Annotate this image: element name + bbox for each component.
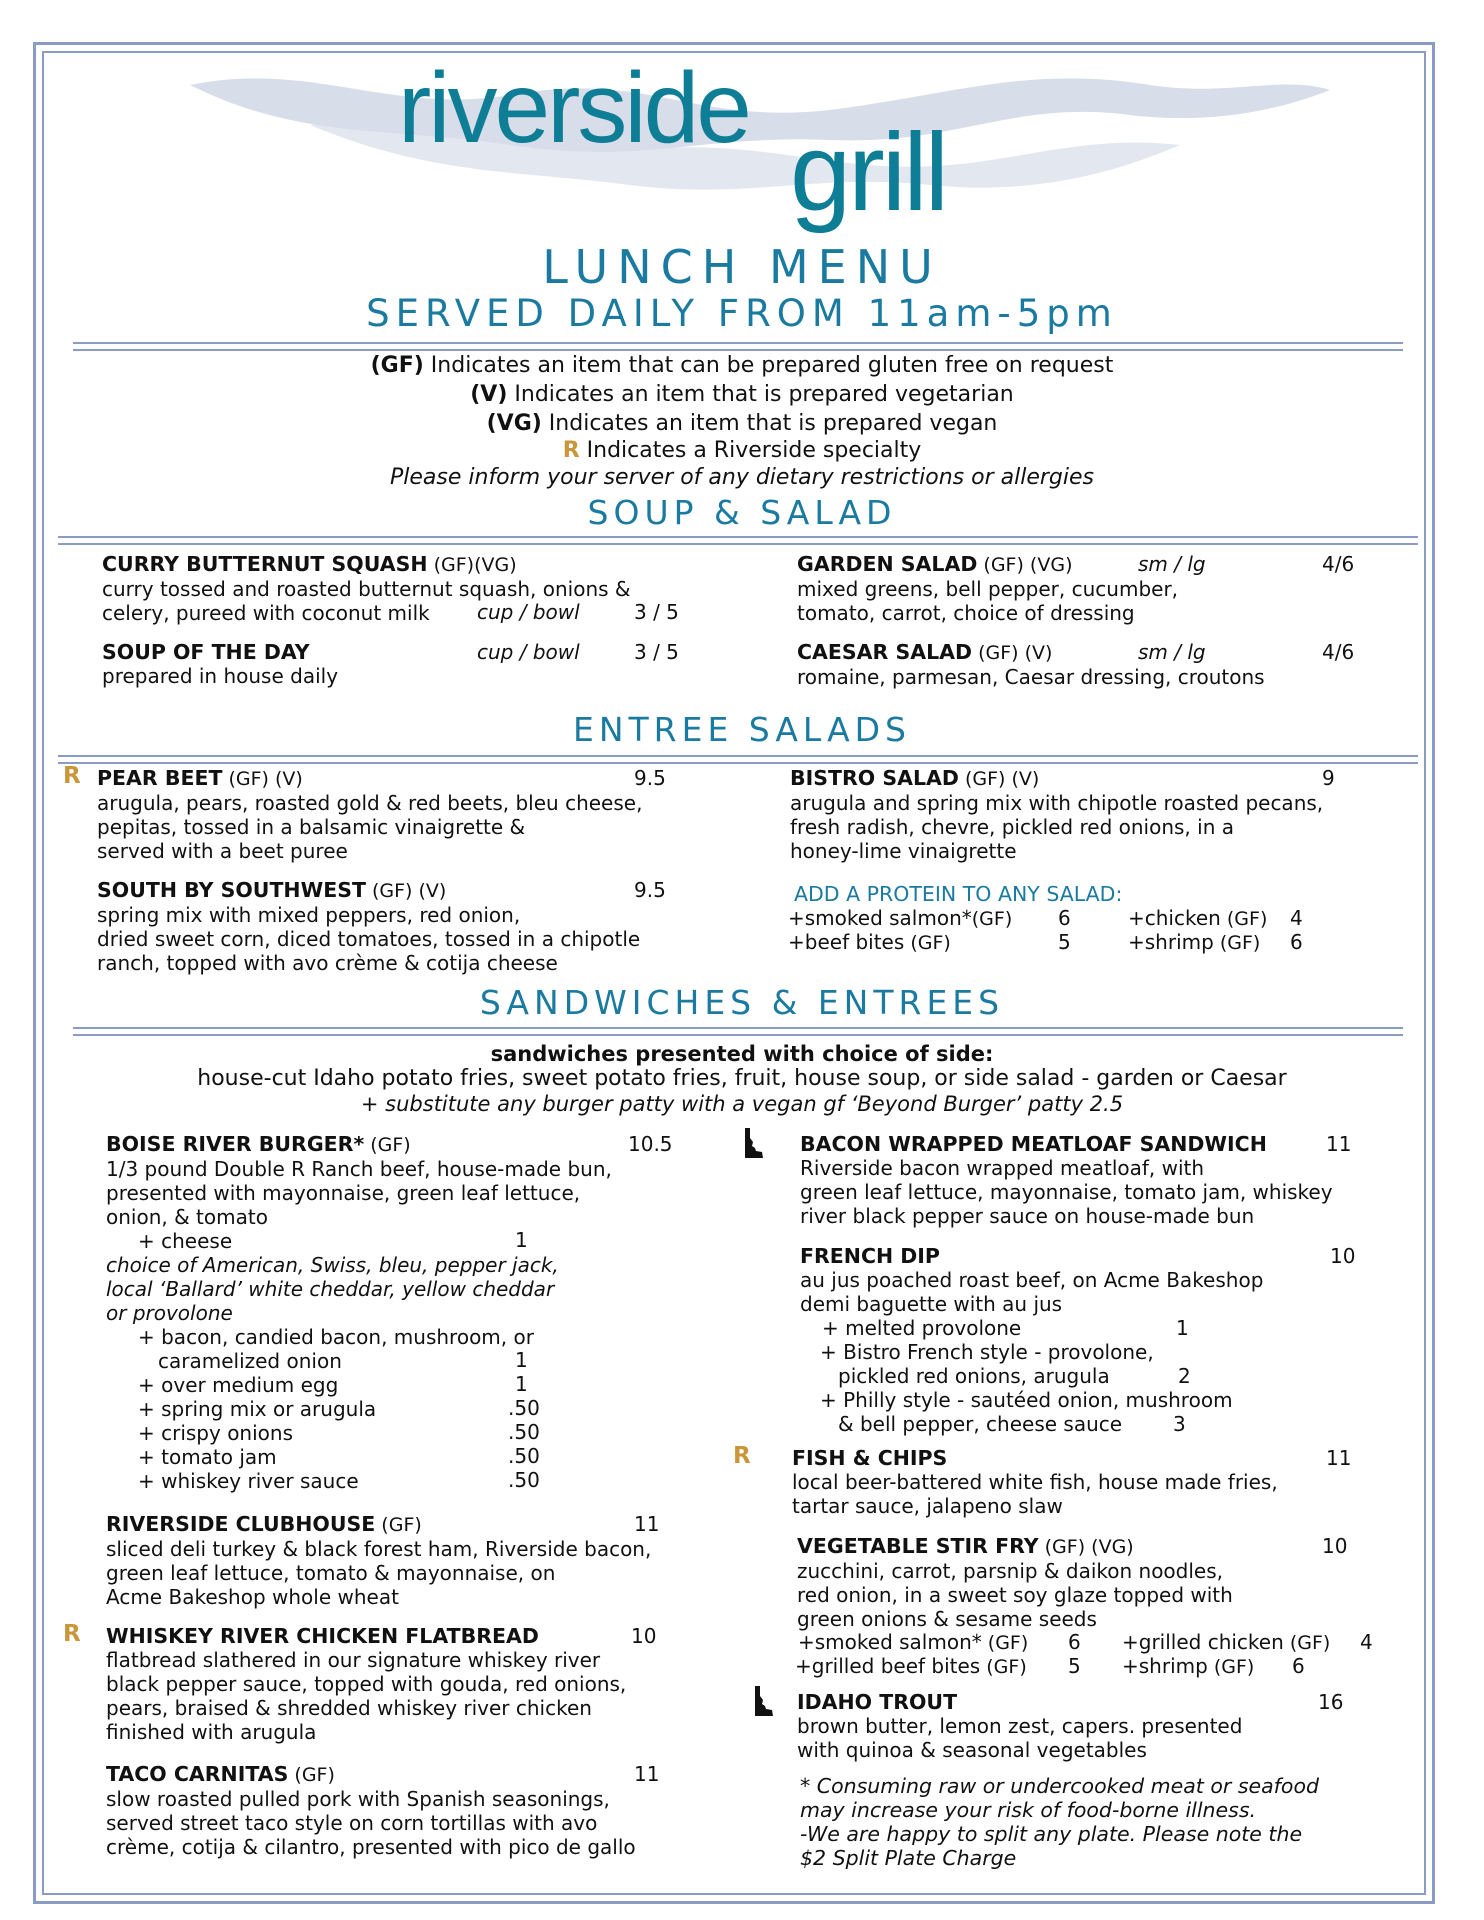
item-desc: mixed greens, bell pepper, cucumber, bbox=[797, 577, 1179, 601]
riverside-specialty-icon: R bbox=[63, 763, 81, 789]
protein-price: 5 bbox=[1068, 1654, 1081, 1678]
addon: + bacon, candied bacon, mushroom, or bbox=[138, 1325, 534, 1349]
protein-name: +shrimp bbox=[1128, 930, 1214, 954]
menu-item-riverside-clubhouse bbox=[106, 1512, 651, 1609]
item-tags: (GF) bbox=[981, 1632, 1029, 1654]
protein-name: +shrimp bbox=[1122, 1654, 1208, 1678]
item-desc: ranch, topped with avo crème & cotija cheese bbox=[97, 951, 558, 975]
item-size: sm / lg bbox=[1138, 640, 1206, 664]
legend-gf-text: Indicates an item that can be prepared gluten free on request bbox=[423, 353, 1114, 378]
item-desc: green leaf lettuce, mayonnaise, tomato jam, whiskey bbox=[800, 1180, 1333, 1204]
item-desc: river black pepper sauce on house-made bun bbox=[800, 1204, 1255, 1228]
advisory-line: may increase your risk of food-borne illness. bbox=[800, 1798, 1257, 1822]
item-desc: slow roasted pulled pork with Spanish seasonings, bbox=[106, 1787, 610, 1811]
item-price: 11 bbox=[634, 1762, 660, 1786]
item-name: WHISKEY RIVER CHICKEN FLATBREAD bbox=[106, 1624, 539, 1648]
item-tags: (GF) (V) bbox=[972, 642, 1053, 664]
protein-grilled-chicken bbox=[1122, 1630, 1330, 1655]
riverside-specialty-icon: R bbox=[63, 1621, 81, 1647]
protein-price: 4 bbox=[1360, 1630, 1373, 1654]
addon-price: .50 bbox=[508, 1420, 540, 1444]
allergy-note: Please inform your server of any dietary restrictions or allergies bbox=[390, 465, 1094, 490]
item-name: PEAR BEET bbox=[97, 766, 223, 790]
idaho-state-icon bbox=[742, 1128, 764, 1158]
item-desc: arugula, pears, roasted gold & red beets, bleu cheese, bbox=[97, 791, 643, 815]
item-price: 4/6 bbox=[1322, 552, 1355, 576]
item-price: 9.5 bbox=[634, 878, 666, 902]
item-price: 16 bbox=[1318, 1690, 1344, 1714]
item-desc: served with a beet puree bbox=[97, 839, 348, 863]
addon: + melted provolone bbox=[822, 1316, 1022, 1340]
item-name: CAESAR SALAD bbox=[797, 640, 973, 664]
protein-smoked-salmon bbox=[788, 906, 1012, 931]
item-tags: (GF) bbox=[971, 908, 1013, 930]
item-desc: local beer-battered white fish, house made fries, bbox=[792, 1470, 1278, 1494]
protein-price: 6 bbox=[1292, 1654, 1305, 1678]
item-size: sm / lg bbox=[1138, 552, 1206, 576]
menu-item-idaho-trout bbox=[797, 1690, 1242, 1762]
item-tags: (GF) bbox=[980, 1656, 1027, 1678]
addon: & bell pepper, cheese sauce bbox=[838, 1412, 1123, 1436]
advisory-line: * Consuming raw or undercooked meat or seafood bbox=[800, 1774, 1319, 1798]
item-price: 9.5 bbox=[634, 766, 666, 790]
legend-gf-code: (GF) bbox=[370, 353, 424, 378]
menu-item-fish-chips bbox=[792, 1446, 1278, 1518]
item-desc: brown butter, lemon zest, capers. presented bbox=[797, 1714, 1243, 1738]
item-tags: (GF) (V) bbox=[958, 768, 1040, 790]
item-desc: honey-lime vinaigrette bbox=[790, 839, 1017, 863]
section-sandwiches: SANDWICHES & ENTREES bbox=[479, 983, 1005, 1022]
menu-item-bistro-salad bbox=[790, 766, 1323, 863]
divider-entree bbox=[58, 755, 1418, 764]
split-plate-note: -We are happy to split any plate. Please note the bbox=[800, 1822, 1303, 1846]
addon: + tomato jam bbox=[138, 1445, 277, 1469]
logo-word-riverside: riverside bbox=[398, 52, 749, 164]
addon: + crispy onions bbox=[138, 1421, 293, 1445]
item-name: BACON WRAPPED MEATLOAF SANDWICH bbox=[800, 1132, 1267, 1156]
legend-r bbox=[0, 437, 1484, 465]
riverside-specialty-icon: R bbox=[562, 438, 580, 463]
addon: + Bistro French style - provolone, bbox=[820, 1340, 1154, 1364]
divider-sandwiches bbox=[73, 1027, 1403, 1036]
protein-name: +grilled beef bites bbox=[795, 1654, 981, 1678]
addon-price: 1 bbox=[1176, 1316, 1189, 1340]
legend-v-code: (V) bbox=[470, 382, 508, 407]
consumer-advisory bbox=[800, 1774, 1319, 1870]
protein-name: +chicken bbox=[1128, 906, 1221, 930]
logo-word-grill: grill bbox=[790, 111, 947, 234]
addon-price: .50 bbox=[508, 1396, 540, 1420]
addon-price: 1 bbox=[515, 1228, 528, 1252]
addon: + cheese bbox=[138, 1229, 233, 1253]
protein-price: 6 bbox=[1058, 906, 1071, 930]
legend-vg-code: (VG) bbox=[486, 411, 542, 436]
item-desc: tartar sauce, jalapeno slaw bbox=[792, 1494, 1063, 1518]
section-soup-salad: SOUP & SALAD bbox=[587, 493, 897, 532]
item-desc: with quinoa & seasonal vegetables bbox=[797, 1738, 1147, 1762]
addon: + whiskey river sauce bbox=[138, 1469, 359, 1493]
addon-price: 1 bbox=[515, 1372, 528, 1396]
addon-price: .50 bbox=[508, 1468, 540, 1492]
item-name: SOUP OF THE DAY bbox=[102, 640, 310, 664]
item-price: 10.5 bbox=[628, 1132, 673, 1156]
protein-price: 5 bbox=[1058, 930, 1071, 954]
item-tags: (GF)(VG) bbox=[427, 554, 517, 576]
item-desc: spring mix with mixed peppers, red onion, bbox=[97, 903, 521, 927]
item-desc: finished with arugula bbox=[106, 1720, 317, 1744]
protein-price: 6 bbox=[1068, 1630, 1081, 1654]
protein-beef-bites bbox=[788, 930, 951, 955]
item-desc: prepared in house daily bbox=[102, 664, 339, 688]
item-size: cup / bowl bbox=[477, 600, 580, 624]
protein-name: +grilled chicken bbox=[1122, 1630, 1284, 1654]
cheese-choices: choice of American, Swiss, bleu, pepper jack, bbox=[106, 1253, 559, 1277]
item-tags: (GF) bbox=[1283, 1632, 1331, 1654]
cheese-choices: or provolone bbox=[106, 1301, 233, 1325]
item-tags: (GF) (V) bbox=[365, 880, 447, 902]
item-desc: green leaf lettuce, tomato & mayonnaise, on bbox=[106, 1561, 556, 1585]
add-protein-title: ADD A PROTEIN TO ANY SALAD: bbox=[794, 882, 1123, 906]
item-price: 3 / 5 bbox=[634, 640, 679, 664]
addon-price: 3 bbox=[1173, 1412, 1186, 1436]
protein-price: 4 bbox=[1290, 906, 1303, 930]
item-desc: served street taco style on corn tortillas with avo bbox=[106, 1811, 598, 1835]
protein-name: +smoked salmon* bbox=[788, 906, 972, 930]
menu-item-french-dip bbox=[800, 1244, 1263, 1436]
item-desc: presented with mayonnaise, green leaf lettuce, bbox=[106, 1181, 581, 1205]
protein-smoked-salmon bbox=[798, 1630, 1028, 1655]
item-price: 10 bbox=[1330, 1244, 1356, 1268]
addon: caramelized onion bbox=[158, 1349, 342, 1373]
item-tags: (GF) bbox=[364, 1134, 411, 1156]
menu-item-taco-carnitas bbox=[106, 1762, 636, 1859]
legend-v bbox=[0, 381, 1484, 409]
menu-item-garden-salad bbox=[797, 552, 1178, 625]
item-tags: (GF) (VG) bbox=[1038, 1536, 1134, 1558]
menu-item-soup-of-day bbox=[102, 640, 338, 688]
item-price: 11 bbox=[1326, 1446, 1352, 1470]
beyond-burger-note: + substitute any burger patty with a vegan gf ‘Beyond Burger’ patty 2.5 bbox=[360, 1092, 1124, 1116]
protein-chicken bbox=[1128, 906, 1267, 931]
item-name: FRENCH DIP bbox=[800, 1244, 940, 1268]
item-name: TACO CARNITAS bbox=[106, 1762, 289, 1786]
item-desc: celery, pureed with coconut milk bbox=[102, 601, 430, 625]
item-tags: (GF) bbox=[1220, 908, 1268, 930]
item-price: 4/6 bbox=[1322, 640, 1355, 664]
item-size: cup / bowl bbox=[477, 640, 580, 664]
menu-item-whiskey-flatbread bbox=[106, 1624, 626, 1744]
item-price: 10 bbox=[631, 1624, 657, 1648]
item-tags: (GF) bbox=[288, 1764, 335, 1786]
item-desc: pears, braised & shredded whiskey river chicken bbox=[106, 1696, 592, 1720]
item-name: GARDEN SALAD bbox=[797, 552, 978, 576]
protein-name: +beef bites bbox=[788, 930, 905, 954]
item-tags: (GF) (V) bbox=[222, 768, 303, 790]
sides-list: house-cut Idaho potato fries, sweet potato fries, fruit, house soup, or side salad - garden or Caesar bbox=[197, 1066, 1287, 1091]
item-price: 3 / 5 bbox=[634, 600, 679, 624]
item-price: 10 bbox=[1322, 1534, 1348, 1558]
menu-item-pear-beet bbox=[97, 766, 642, 863]
logo-swoosh bbox=[130, 52, 1380, 215]
protein-name: +smoked salmon* bbox=[798, 1630, 982, 1654]
protein-price: 6 bbox=[1290, 930, 1303, 954]
split-plate-note: $2 Split Plate Charge bbox=[800, 1846, 1017, 1870]
item-name: SOUTH BY SOUTHWEST bbox=[97, 878, 366, 902]
protein-grilled-beef bbox=[795, 1654, 1027, 1679]
item-price: 11 bbox=[1326, 1132, 1352, 1156]
section-entree-salads: ENTREE SALADS bbox=[572, 710, 912, 749]
legend-r-text: Indicates a Riverside specialty bbox=[579, 438, 922, 463]
menu-item-meatloaf-sandwich bbox=[800, 1132, 1333, 1228]
legend-v-text: Indicates an item that is prepared vegetarian bbox=[507, 382, 1014, 407]
item-price: 11 bbox=[634, 1512, 660, 1536]
divider-soup bbox=[58, 536, 1418, 545]
item-name: BISTRO SALAD bbox=[790, 766, 959, 790]
addon: + over medium egg bbox=[138, 1373, 339, 1397]
item-desc: green onions & sesame seeds bbox=[797, 1607, 1097, 1631]
item-desc: crème, cotija & cilantro, presented with pico de gallo bbox=[106, 1835, 636, 1859]
item-name: RIVERSIDE CLUBHOUSE bbox=[106, 1512, 376, 1536]
item-desc: pepitas, tossed in a balsamic vinaigrette & bbox=[97, 815, 526, 839]
item-desc: arugula and spring mix with chipotle roasted pecans, bbox=[790, 791, 1324, 815]
item-tags: (GF) bbox=[904, 932, 951, 954]
menu-item-vegetable-stir-fry bbox=[797, 1534, 1233, 1631]
addon: + Philly style - sautéed onion, mushroom bbox=[820, 1388, 1233, 1412]
idaho-state-icon bbox=[752, 1686, 774, 1716]
item-desc: zucchini, carrot, parsnip & daikon noodles, bbox=[797, 1559, 1224, 1583]
addon-price: 2 bbox=[1178, 1364, 1191, 1388]
item-tags: (GF) bbox=[1207, 1656, 1255, 1678]
item-desc: tomato, carrot, choice of dressing bbox=[797, 601, 1135, 625]
item-desc: romaine, parmesan, Caesar dressing, croutons bbox=[797, 665, 1265, 689]
legend-vg-text: Indicates an item that is prepared vegan bbox=[541, 411, 998, 436]
item-desc: onion, & tomato bbox=[106, 1205, 268, 1229]
item-tags: (GF) bbox=[1213, 932, 1261, 954]
riverside-specialty-icon: R bbox=[733, 1443, 751, 1469]
divider-top bbox=[73, 342, 1403, 351]
addon: pickled red onions, arugula bbox=[838, 1364, 1110, 1388]
item-name: IDAHO TROUT bbox=[797, 1690, 958, 1714]
item-desc: black pepper sauce, topped with gouda, red onions, bbox=[106, 1672, 627, 1696]
item-desc: curry tossed and roasted butternut squash, onions & bbox=[102, 577, 631, 601]
item-tags: (GF) (VG) bbox=[977, 554, 1073, 576]
addon-price: 1 bbox=[515, 1348, 528, 1372]
item-tags: (GF) bbox=[375, 1514, 422, 1536]
item-desc: sliced deli turkey & black forest ham, Riverside bacon, bbox=[106, 1537, 652, 1561]
legend-gf bbox=[0, 352, 1484, 380]
item-name: VEGETABLE STIR FRY bbox=[797, 1534, 1039, 1558]
protein-shrimp bbox=[1122, 1654, 1254, 1679]
item-desc: au jus poached roast beef, on Acme Bakeshop bbox=[800, 1268, 1264, 1292]
item-desc: demi baguette with au jus bbox=[800, 1292, 1063, 1316]
cheese-choices: local ‘Ballard’ white cheddar, yellow cheddar bbox=[106, 1277, 555, 1301]
addon-price: .50 bbox=[508, 1444, 540, 1468]
menu-hours: SERVED DAILY FROM 11am-5pm bbox=[366, 292, 1118, 335]
item-name: FISH & CHIPS bbox=[792, 1446, 948, 1470]
legend-vg bbox=[0, 410, 1484, 438]
item-desc: Riverside bacon wrapped meatloaf, with bbox=[800, 1156, 1205, 1180]
item-name: CURRY BUTTERNUT SQUASH bbox=[102, 552, 428, 576]
addon: + spring mix or arugula bbox=[138, 1397, 377, 1421]
item-desc: 1/3 pound Double R Ranch beef, house-made bun, bbox=[106, 1157, 612, 1181]
item-price: 9 bbox=[1322, 766, 1335, 790]
item-name: BOISE RIVER BURGER* bbox=[106, 1132, 365, 1156]
item-desc: fresh radish, chevre, pickled red onions, in a bbox=[790, 815, 1234, 839]
item-desc: flatbread slathered in our signature whiskey river bbox=[106, 1648, 601, 1672]
item-desc: Acme Bakeshop whole wheat bbox=[106, 1585, 399, 1609]
sides-intro: sandwiches presented with choice of side: bbox=[490, 1042, 994, 1066]
item-desc: red onion, in a sweet soy glaze topped with bbox=[797, 1583, 1233, 1607]
protein-shrimp bbox=[1128, 930, 1260, 955]
menu-title: LUNCH MENU bbox=[542, 240, 942, 294]
menu-item-south-by-southwest bbox=[97, 878, 640, 975]
item-desc: dried sweet corn, diced tomatoes, tossed in a chipotle bbox=[97, 927, 641, 951]
